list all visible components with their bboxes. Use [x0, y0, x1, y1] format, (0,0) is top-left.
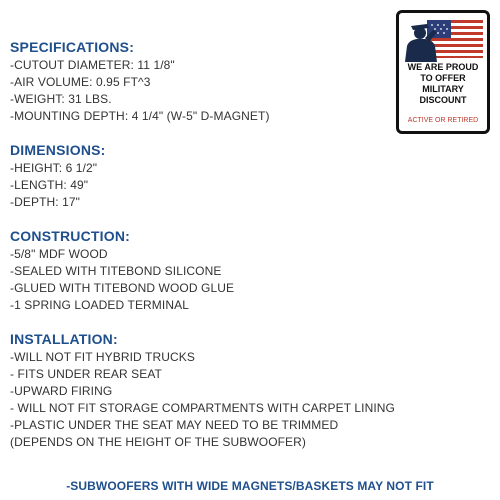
saluting-soldier-flag-icon [403, 16, 483, 62]
badge-line: WE ARE PROUD [407, 62, 479, 72]
spec-line: -PLASTIC UNDER THE SEAT MAY NEED TO BE TRIMMED [10, 418, 339, 432]
spec-sections [10, 39, 395, 468]
badge-line: MILITARY [422, 84, 464, 94]
section-title: CONSTRUCTION: [10, 228, 131, 244]
specifications-section [10, 39, 390, 125]
badge-subtext: ACTIVE OR RETIRED [407, 117, 479, 124]
spec-line: -GLUED WITH TITEBOND WOOD GLUE [10, 281, 235, 295]
spec-line: -5/8" MDF WOOD [10, 247, 108, 261]
footer-note: -SUBWOOFERS WITH WIDE MAGNETS/BASKETS MAY NOT FIT [66, 479, 434, 493]
construction-section [10, 228, 390, 314]
installation-section [10, 331, 395, 451]
spec-line: -WILL NOT FIT HYBRID TRUCKS [10, 350, 195, 364]
spec-line: - WILL NOT FIT STORAGE COMPARTMENTS WITH CARPET LINING [10, 401, 395, 415]
spec-line: (DEPENDS ON THE HEIGHT OF THE SUBWOOFER) [10, 435, 307, 449]
badge-line: DISCOUNT [419, 95, 467, 105]
spec-line: -1 SPRING LOADED TERMINAL [10, 298, 189, 312]
spec-line: -UPWARD FIRING [10, 384, 113, 398]
spec-line: -LENGTH: 49" [10, 178, 89, 192]
badge-line: TO OFFER [420, 73, 466, 83]
spec-line: -DEPTH: 17" [10, 195, 81, 209]
section-title: DIMENSIONS: [10, 142, 106, 158]
spec-line: -HEIGHT: 6 1/2" [10, 161, 98, 175]
badge-text [399, 62, 487, 106]
spec-line: -AIR VOLUME: 0.95 FT^3 [10, 75, 151, 89]
spec-line: -MOUNTING DEPTH: 4 1/4" (W-5" D-MAGNET) [10, 109, 270, 123]
spec-line: -CUTOUT DIAMETER: 11 1/8" [10, 58, 175, 72]
section-title: SPECIFICATIONS: [10, 39, 135, 55]
spec-line: -WEIGHT: 31 LBS. [10, 92, 112, 106]
spec-line: - FITS UNDER REAR SEAT [10, 367, 162, 381]
section-title: INSTALLATION: [10, 331, 118, 347]
spec-line: -SEALED WITH TITEBOND SILICONE [10, 264, 222, 278]
military-discount-badge [396, 10, 490, 134]
dimensions-section [10, 142, 390, 211]
